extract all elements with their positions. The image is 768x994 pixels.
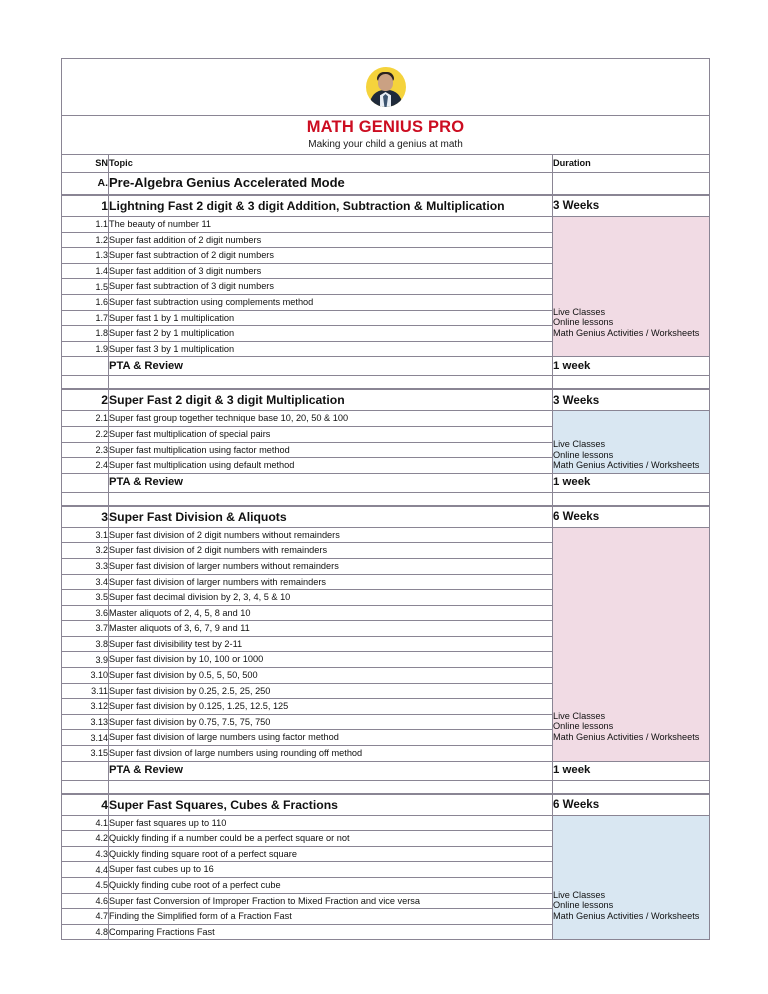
topic-text: Finding the Simplified form of a Fraction Fast <box>109 909 553 925</box>
delivery-mode-line-1: Live Classes <box>553 306 606 317</box>
topic-text: Super fast divisibility test by 2-11 <box>109 636 553 652</box>
column-header-row <box>62 155 710 173</box>
delivery-mode-line-3: Math Genius Activities / Worksheets <box>553 910 700 921</box>
module-header-row <box>62 506 710 527</box>
topic-sn: 4.7 <box>62 909 109 925</box>
topic-text: Super fast multiplication using default method <box>109 458 553 474</box>
topic-text: Super fast multiplication of special pairs <box>109 426 553 442</box>
title-row <box>62 116 710 155</box>
spacer-topic <box>109 780 553 793</box>
pta-review-row <box>62 473 710 492</box>
pta-label: PTA & Review <box>109 761 553 780</box>
topic-sn: 3.11 <box>62 683 109 699</box>
instructor-portrait-icon <box>366 67 406 107</box>
section-spacer-row <box>62 780 710 793</box>
delivery-modes-cell <box>553 411 710 473</box>
module-sn: 1 <box>62 196 109 217</box>
topic-row <box>62 815 710 831</box>
topic-sn: 3.12 <box>62 699 109 715</box>
topic-text: Quickly finding square root of a perfect square <box>109 846 553 862</box>
topic-sn: 1.7 <box>62 310 109 326</box>
topic-text: Super fast division by 0.75, 7.5, 75, 750 <box>109 714 553 730</box>
topic-sn: 1.5 <box>62 279 109 295</box>
pta-duration: 1 week <box>553 473 710 492</box>
delivery-mode-line-2: Online lessons <box>553 317 614 328</box>
topic-text: Master aliquots of 2, 4, 5, 8 and 10 <box>109 605 553 621</box>
topic-sn: 4.5 <box>62 878 109 894</box>
module-duration: 6 Weeks <box>553 794 710 815</box>
delivery-mode-line-3: Math Genius Activities / Worksheets <box>553 732 700 743</box>
module-sn: 4 <box>62 794 109 815</box>
topic-sn: 3.13 <box>62 714 109 730</box>
topic-sn: 3.10 <box>62 668 109 684</box>
topic-row <box>62 527 710 543</box>
delivery-mode-line-3: Math Genius Activities / Worksheets <box>553 327 700 338</box>
topic-sn: 3.4 <box>62 574 109 590</box>
delivery-modes-cell <box>553 527 710 761</box>
topic-sn: 1.1 <box>62 217 109 233</box>
module-title: Super Fast Squares, Cubes & Fractions <box>109 794 553 815</box>
topic-text: Super fast squares up to 110 <box>109 815 553 831</box>
topic-text: Super fast 1 by 1 multiplication <box>109 310 553 326</box>
section-banner-sn: A. <box>62 173 109 195</box>
module-block-4 <box>61 794 710 941</box>
topic-sn: 3.2 <box>62 543 109 559</box>
module-title: Super Fast 2 digit & 3 digit Multiplication <box>109 390 553 411</box>
section-banner-duration <box>553 173 710 195</box>
delivery-mode-line-3: Math Genius Activities / Worksheets <box>553 460 700 471</box>
topic-sn: 3.15 <box>62 746 109 762</box>
topic-text: Quickly finding if a number could be a perfect square or not <box>109 831 553 847</box>
topic-text: Super fast Conversion of Improper Fraction to Mixed Fraction and vice versa <box>109 893 553 909</box>
pta-duration: 1 week <box>553 357 710 376</box>
topic-text: Super fast cubes up to 16 <box>109 862 553 878</box>
topic-sn: 3.6 <box>62 605 109 621</box>
spacer-duration <box>553 780 710 793</box>
module-header-row <box>62 794 710 815</box>
topic-text: Super fast division of 2 digit numbers with remainders <box>109 543 553 559</box>
delivery-mode-line-1: Live Classes <box>553 710 606 721</box>
topic-sn: 3.8 <box>62 636 109 652</box>
module-duration: 3 Weeks <box>553 390 710 411</box>
topic-text: Comparing Fractions Fast <box>109 924 553 940</box>
topic-text: The beauty of number 11 <box>109 217 553 233</box>
brand-cell <box>62 116 710 155</box>
topic-text: Quickly finding cube root of a perfect cube <box>109 878 553 894</box>
topic-text: Super fast division by 0.125, 1.25, 12.5, 125 <box>109 699 553 715</box>
delivery-modes-cell <box>553 217 710 357</box>
topic-text: Super fast division by 0.5, 5, 50, 500 <box>109 668 553 684</box>
module-title: Lightning Fast 2 digit & 3 digit Addition, Subtraction & Multiplication <box>109 196 553 217</box>
spacer-sn <box>62 376 109 389</box>
topic-sn: 3.1 <box>62 527 109 543</box>
topic-sn: 4.1 <box>62 815 109 831</box>
topic-sn: 3.5 <box>62 590 109 606</box>
pta-duration: 1 week <box>553 761 710 780</box>
topic-text: Super fast addition of 3 digit numbers <box>109 263 553 279</box>
topic-sn: 4.3 <box>62 846 109 862</box>
spacer-topic <box>109 492 553 505</box>
section-spacer-row <box>62 492 710 505</box>
brand-tagline: Making your child a genius at math <box>308 139 463 151</box>
delivery-modes-cell <box>553 815 710 940</box>
section-banner-label: Pre-Algebra Genius Accelerated Mode <box>109 173 553 195</box>
spacer-duration <box>553 376 710 389</box>
module-block-1 <box>61 195 710 389</box>
topic-sn: 1.6 <box>62 294 109 310</box>
logo-row <box>62 59 710 116</box>
module-rows <box>62 196 710 389</box>
topic-sn: 4.6 <box>62 893 109 909</box>
topic-text: Super fast 2 by 1 multiplication <box>109 326 553 342</box>
topic-sn: 3.7 <box>62 621 109 637</box>
topic-text: Super fast subtraction using complements method <box>109 294 553 310</box>
module-header-row <box>62 196 710 217</box>
header-topic: Topic <box>109 155 553 173</box>
pta-review-row <box>62 357 710 376</box>
module-rows <box>62 506 710 793</box>
topic-sn: 3.9 <box>62 652 109 668</box>
module-duration: 6 Weeks <box>553 506 710 527</box>
topic-text: Super fast division of larger numbers with remainders <box>109 574 553 590</box>
delivery-mode-line-2: Online lessons <box>553 449 614 460</box>
pta-review-row <box>62 761 710 780</box>
header-duration: Duration <box>553 155 710 173</box>
pta-label: PTA & Review <box>109 357 553 376</box>
delivery-mode-line-1: Live Classes <box>553 889 606 900</box>
spacer-sn <box>62 492 109 505</box>
topic-sn: 1.2 <box>62 232 109 248</box>
header-sn: SN <box>62 155 109 173</box>
modules-host <box>61 195 709 940</box>
pta-label: PTA & Review <box>109 473 553 492</box>
topic-text: Super fast subtraction of 3 digit numbers <box>109 279 553 295</box>
topic-text: Super fast division by 0.25, 2.5, 25, 250 <box>109 683 553 699</box>
topic-text: Super fast division of larger numbers without remainders <box>109 558 553 574</box>
topic-sn: 3.3 <box>62 558 109 574</box>
spacer-sn <box>62 780 109 793</box>
module-sn: 2 <box>62 390 109 411</box>
topic-text: Master aliquots of 3, 6, 7, 9 and 11 <box>109 621 553 637</box>
pta-sn <box>62 761 109 780</box>
topic-sn: 2.2 <box>62 426 109 442</box>
delivery-mode-line-1: Live Classes <box>553 438 606 449</box>
topic-sn: 1.4 <box>62 263 109 279</box>
topic-sn: 2.3 <box>62 442 109 458</box>
topic-sn: 1.8 <box>62 326 109 342</box>
topic-text: Super fast division by 10, 100 or 1000 <box>109 652 553 668</box>
topic-sn: 1.9 <box>62 341 109 357</box>
section-banner-row <box>62 173 710 195</box>
topic-row <box>62 217 710 233</box>
topic-text: Super fast multiplication using factor method <box>109 442 553 458</box>
delivery-mode-line-2: Online lessons <box>553 721 614 732</box>
module-sn: 3 <box>62 506 109 527</box>
module-rows <box>62 794 710 940</box>
topic-sn: 2.4 <box>62 458 109 474</box>
module-block-3 <box>61 506 710 794</box>
syllabus-table <box>61 58 710 195</box>
course-syllabus-sheet <box>61 58 709 940</box>
spacer-topic <box>109 376 553 389</box>
topic-sn: 3.14 <box>62 730 109 746</box>
topic-text: Super fast group together technique base 10, 20, 50 & 100 <box>109 411 553 427</box>
syllabus-table-body <box>62 59 710 195</box>
topic-sn: 4.4 <box>62 862 109 878</box>
pta-sn <box>62 357 109 376</box>
module-title: Super Fast Division & Aliquots <box>109 506 553 527</box>
topic-text: Super fast addition of 2 digit numbers <box>109 232 553 248</box>
spacer-duration <box>553 492 710 505</box>
module-block-2 <box>61 389 710 505</box>
topic-sn: 4.8 <box>62 924 109 940</box>
topic-row <box>62 411 710 427</box>
topic-text: Super fast 3 by 1 multiplication <box>109 341 553 357</box>
module-header-row <box>62 390 710 411</box>
delivery-mode-line-2: Online lessons <box>553 900 614 911</box>
logo-cell <box>62 59 710 116</box>
topic-text: Super fast division of large numbers using factor method <box>109 730 553 746</box>
module-rows <box>62 390 710 505</box>
module-duration: 3 Weeks <box>553 196 710 217</box>
topic-sn: 1.3 <box>62 248 109 264</box>
pta-sn <box>62 473 109 492</box>
topic-sn: 2.1 <box>62 411 109 427</box>
topic-text: Super fast divsion of large numbers using rounding off method <box>109 746 553 762</box>
topic-sn: 4.2 <box>62 831 109 847</box>
section-spacer-row <box>62 376 710 389</box>
topic-text: Super fast decimal division by 2, 3, 4, 5 & 10 <box>109 590 553 606</box>
topic-text: Super fast division of 2 digit numbers without remainders <box>109 527 553 543</box>
topic-text: Super fast subtraction of 2 digit numbers <box>109 248 553 264</box>
brand-title: MATH GENIUS PRO <box>306 117 465 136</box>
